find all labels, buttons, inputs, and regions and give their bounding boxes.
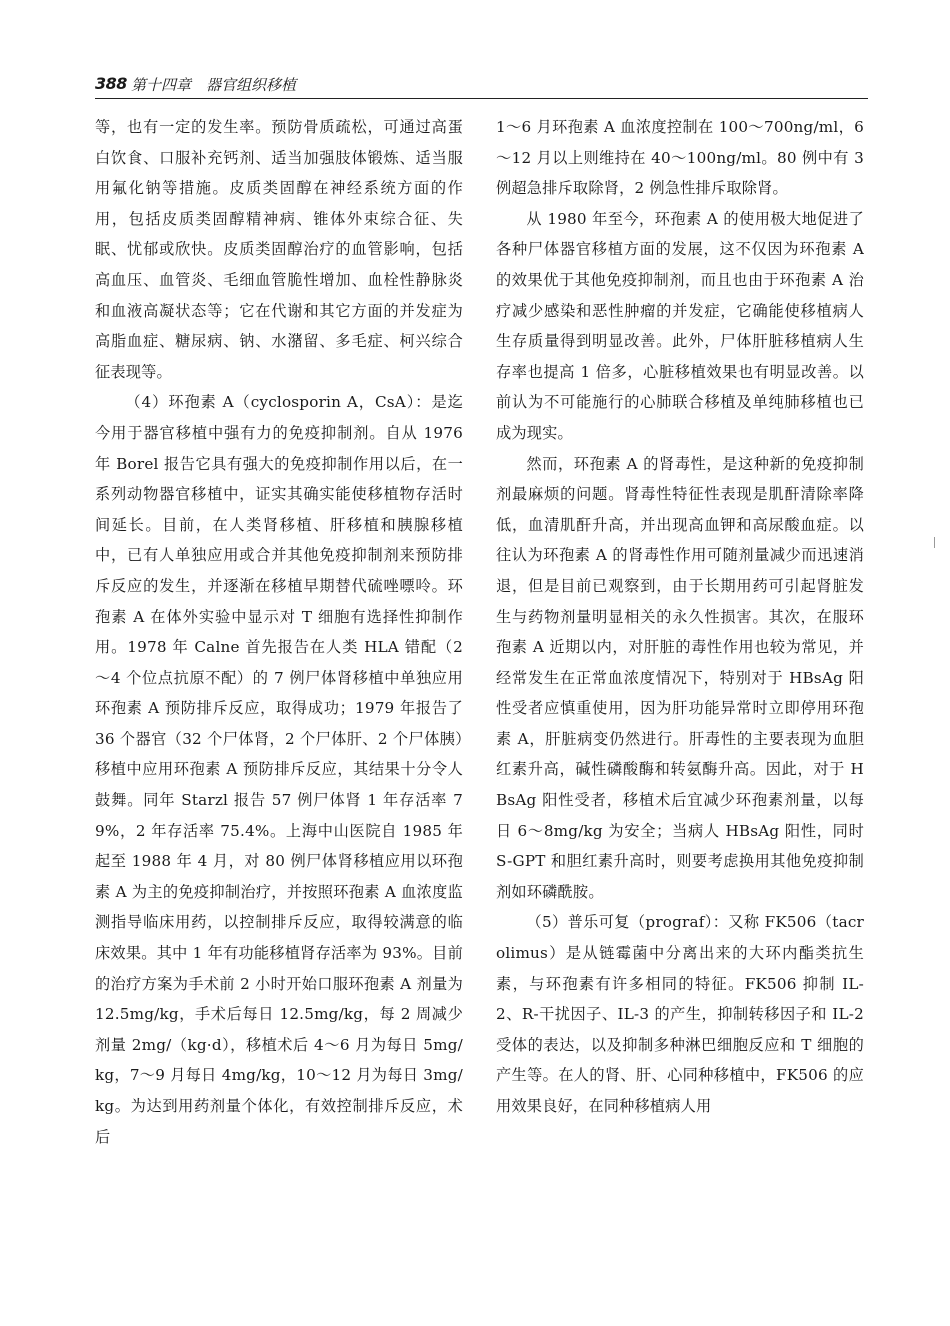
chapter-title: 第十四章 器官组织移植 <box>131 76 297 94</box>
margin-mark <box>934 537 935 548</box>
paragraph-prograf: （5）普乐可复（prograf）：又称 FK506（tacrolimus）是从链霉菌中分离出来的大环内酯类抗生素，与环孢素有许多相同的特征。FK506 抑制 IL-2、R-干扰因子、IL-3 的产生，抑制转移因子和 IL-2 受体的表达，以及抑制多种淋巴细胞反应和 T 细胞的产生等。在人的肾、肝、心同种移植中，FK506 的应用效果良好，在同种移植病人用 <box>496 913 864 1115</box>
paragraph-cyclosporin: （4）环孢素 A（cyclosporin A，CsA）：是迄今用于器官移植中强有力的免疫抑制剂。自从 1976 年 Borel 报告它具有强大的免疫抑制作用以后，在一系列动物器官移植中，证实其确实能使移植物存活时间延长。目前，在人类肾移植、肝移植和胰腺移植中，已有人单独应用或合并其他免疫抑制剂来预防排斥反应的发生，并逐渐在移植早期替代硫唑嘌呤。环孢素 A 在体外实验中显示对 T 细胞有选择性抑制作用。1978 年 Calne 首先报告在人类 HLA 错配（2～4 个位点抗原不配）的 7 例尸体肾移植中单独应用环孢素 A 预防排斥反应，取得成功；1979 年报告了 36 个器官（32 个尸体肾，2 个尸体肝、2 个尸体胰）移植中应用环孢素 A 预防排斥反应，其结果十分令人鼓舞。同年 Starzl 报告 57 例尸体肾 1 年存活率 79%，2 年存活率 75.4%。上海中山医院自 1985 年起至 1988 年 4 月，对 80 例尸体肾移植应用以环孢素 A 为主的免疫抑制治疗，并按照环孢素 A 血浓度监测指导临床用药，以控制排斥反应，取得较满意的临床效果。其中 1 年有功能移植肾存活率为 93%。目前的治疗方案为手术前 2 小时开始口服环孢素 A 剂量为 12.5mg/kg，手术后每日 12.5mg/kg，每 2 周减少剂量 2mg/（kg·d），移植术后 4～6 月为每日 5mg/kg，7～9 月每日 4mg/kg，10～12 月为每日 3mg/kg。为达到用药剂量个体化，有效控制排斥反应，术后 <box>95 393 463 1146</box>
left-column <box>95 112 463 1302</box>
right-column <box>496 112 864 1302</box>
page-number: 388 <box>95 74 127 93</box>
paragraph-cyclosporin-benefits: 从 1980 年至今，环孢素 A 的使用极大地促进了各种尸体器官移植方面的发展，这不仅因为环孢素 A 的效果优于其他免疫抑制剂，而且也由于环孢素 A 治疗减少感染和恶性肿瘤的并发症，它确能使移植病人生存质量得到明显改善。此外，尸体肝脏移植病人生存率也提高 1 倍多，心脏移植效果也有明显改善。以前认为不可能施行的心肺联合移植及单纯肺移植也已成为现实。 <box>496 209 864 442</box>
paragraph-steroid-complications: 等，也有一定的发生率。预防骨质疏松，可通过高蛋白饮食、口服补充钙剂、适当加强肢体锻炼、适当服用氟化钠等措施。皮质类固醇在神经系统方面的作用，包括皮质类固醇精神病、锥体外束综合征、失眠、忧郁或欣快。皮质类固醇治疗的血管影响，包括高血压、血管炎、毛细血管脆性增加、血栓性静脉炎和血液高凝状态等；它在代谢和其它方面的并发症为高脂血症、糖尿病、钠、水潴留、多毛症、柯兴综合征表现等。 <box>95 118 463 381</box>
paragraph-nephrotoxicity: 然而，环孢素 A 的肾毒性，是这种新的免疫抑制剂最麻烦的问题。肾毒性特征性表现是肌酐清除率降低，血清肌酐升高，并出现高血钾和高尿酸血症。以往认为环孢素 A 的肾毒性作用可随剂量减少而迅速消退，但是目前已观察到，由于长期用药可引起肾脏发生与药物剂量明显相关的永久性损害。其次，在服环孢素 A 近期以内，对肝脏的毒性作用也较为常见，并经常发生在正常血浓度情况下，特别对于 HBsAg 阳性受者应慎重使用，因为肝功能异常时立即停用环孢素 A，肝脏病变仍然进行。肝毒性的主要表现为血胆红素升高，碱性磷酸酶和转氨酶升高。因此，对于 HBsAg 阳性受者，移植术后宜减少环孢素剂量，以每日 6～8mg/kg 为安全；当病人 HBsAg 阳性，同时 S-GPT 和胆红素升高时，则要考虑换用其他免疫抑制剂如环磷酰胺。 <box>496 454 864 901</box>
page-header <box>95 72 868 99</box>
paragraph-blood-concentration: 1～6 月环孢素 A 血浓度控制在 100～700ng/ml，6～12 月以上则维持在 40～100ng/ml。80 例中有 3 例超急排斥取除肾，2 例急性排斥取除肾。 <box>496 118 864 198</box>
